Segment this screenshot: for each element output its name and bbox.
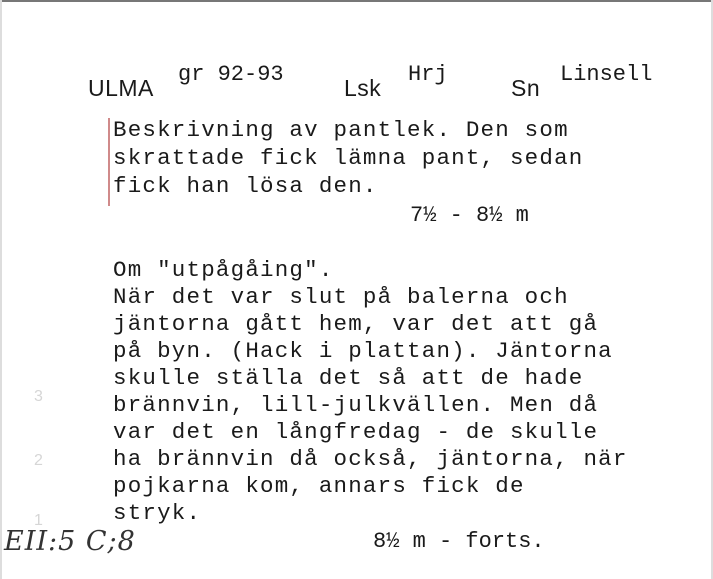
margin-bar [108, 118, 110, 206]
text-line: När det var slut på balerna och [113, 284, 569, 310]
top-border [0, 0, 713, 2]
handwritten-signum: EII:5 C;8 [4, 526, 136, 557]
lsk-label: Lsk [344, 75, 382, 101]
text-line: skulle ställa det så att de hade [113, 365, 584, 391]
lsk-value: Hrj [408, 62, 448, 87]
sn-label: Sn [511, 75, 541, 101]
text-line: stryk. [113, 500, 202, 526]
text-line: ha brännvin då också, jäntorna, när [113, 446, 628, 472]
text-line: på byn. (Hack i plattan). Jäntorna [113, 338, 613, 364]
text-line: Beskrivning av pantlek. Den som [113, 117, 569, 143]
text-line: var det en långfredag - de skulle [113, 419, 599, 445]
text-line: fick han lösa den. [113, 173, 378, 199]
margin-mark: 1 [34, 512, 43, 529]
text-line: brännvin, lill-julkvällen. Men då [113, 392, 599, 418]
text-line: Om "utpågåing". [113, 257, 334, 283]
text-line: pojkarna kom, annars fick de [113, 473, 525, 499]
measure-label: 7½ - 8½ m [410, 203, 529, 228]
sn-value: Linsell [560, 62, 653, 87]
left-edge [0, 0, 2, 579]
margin-mark: 3 [34, 388, 43, 405]
group-number: gr 92-93 [178, 62, 284, 87]
measure-label: 8½ m - forts. [373, 529, 545, 554]
text-line: jäntorna gått hem, var det att gå [113, 311, 599, 337]
archive-code: ULMA [88, 75, 154, 101]
text-line: skrattade fick lämna pant, sedan [113, 145, 584, 171]
margin-mark: 2 [34, 452, 43, 469]
